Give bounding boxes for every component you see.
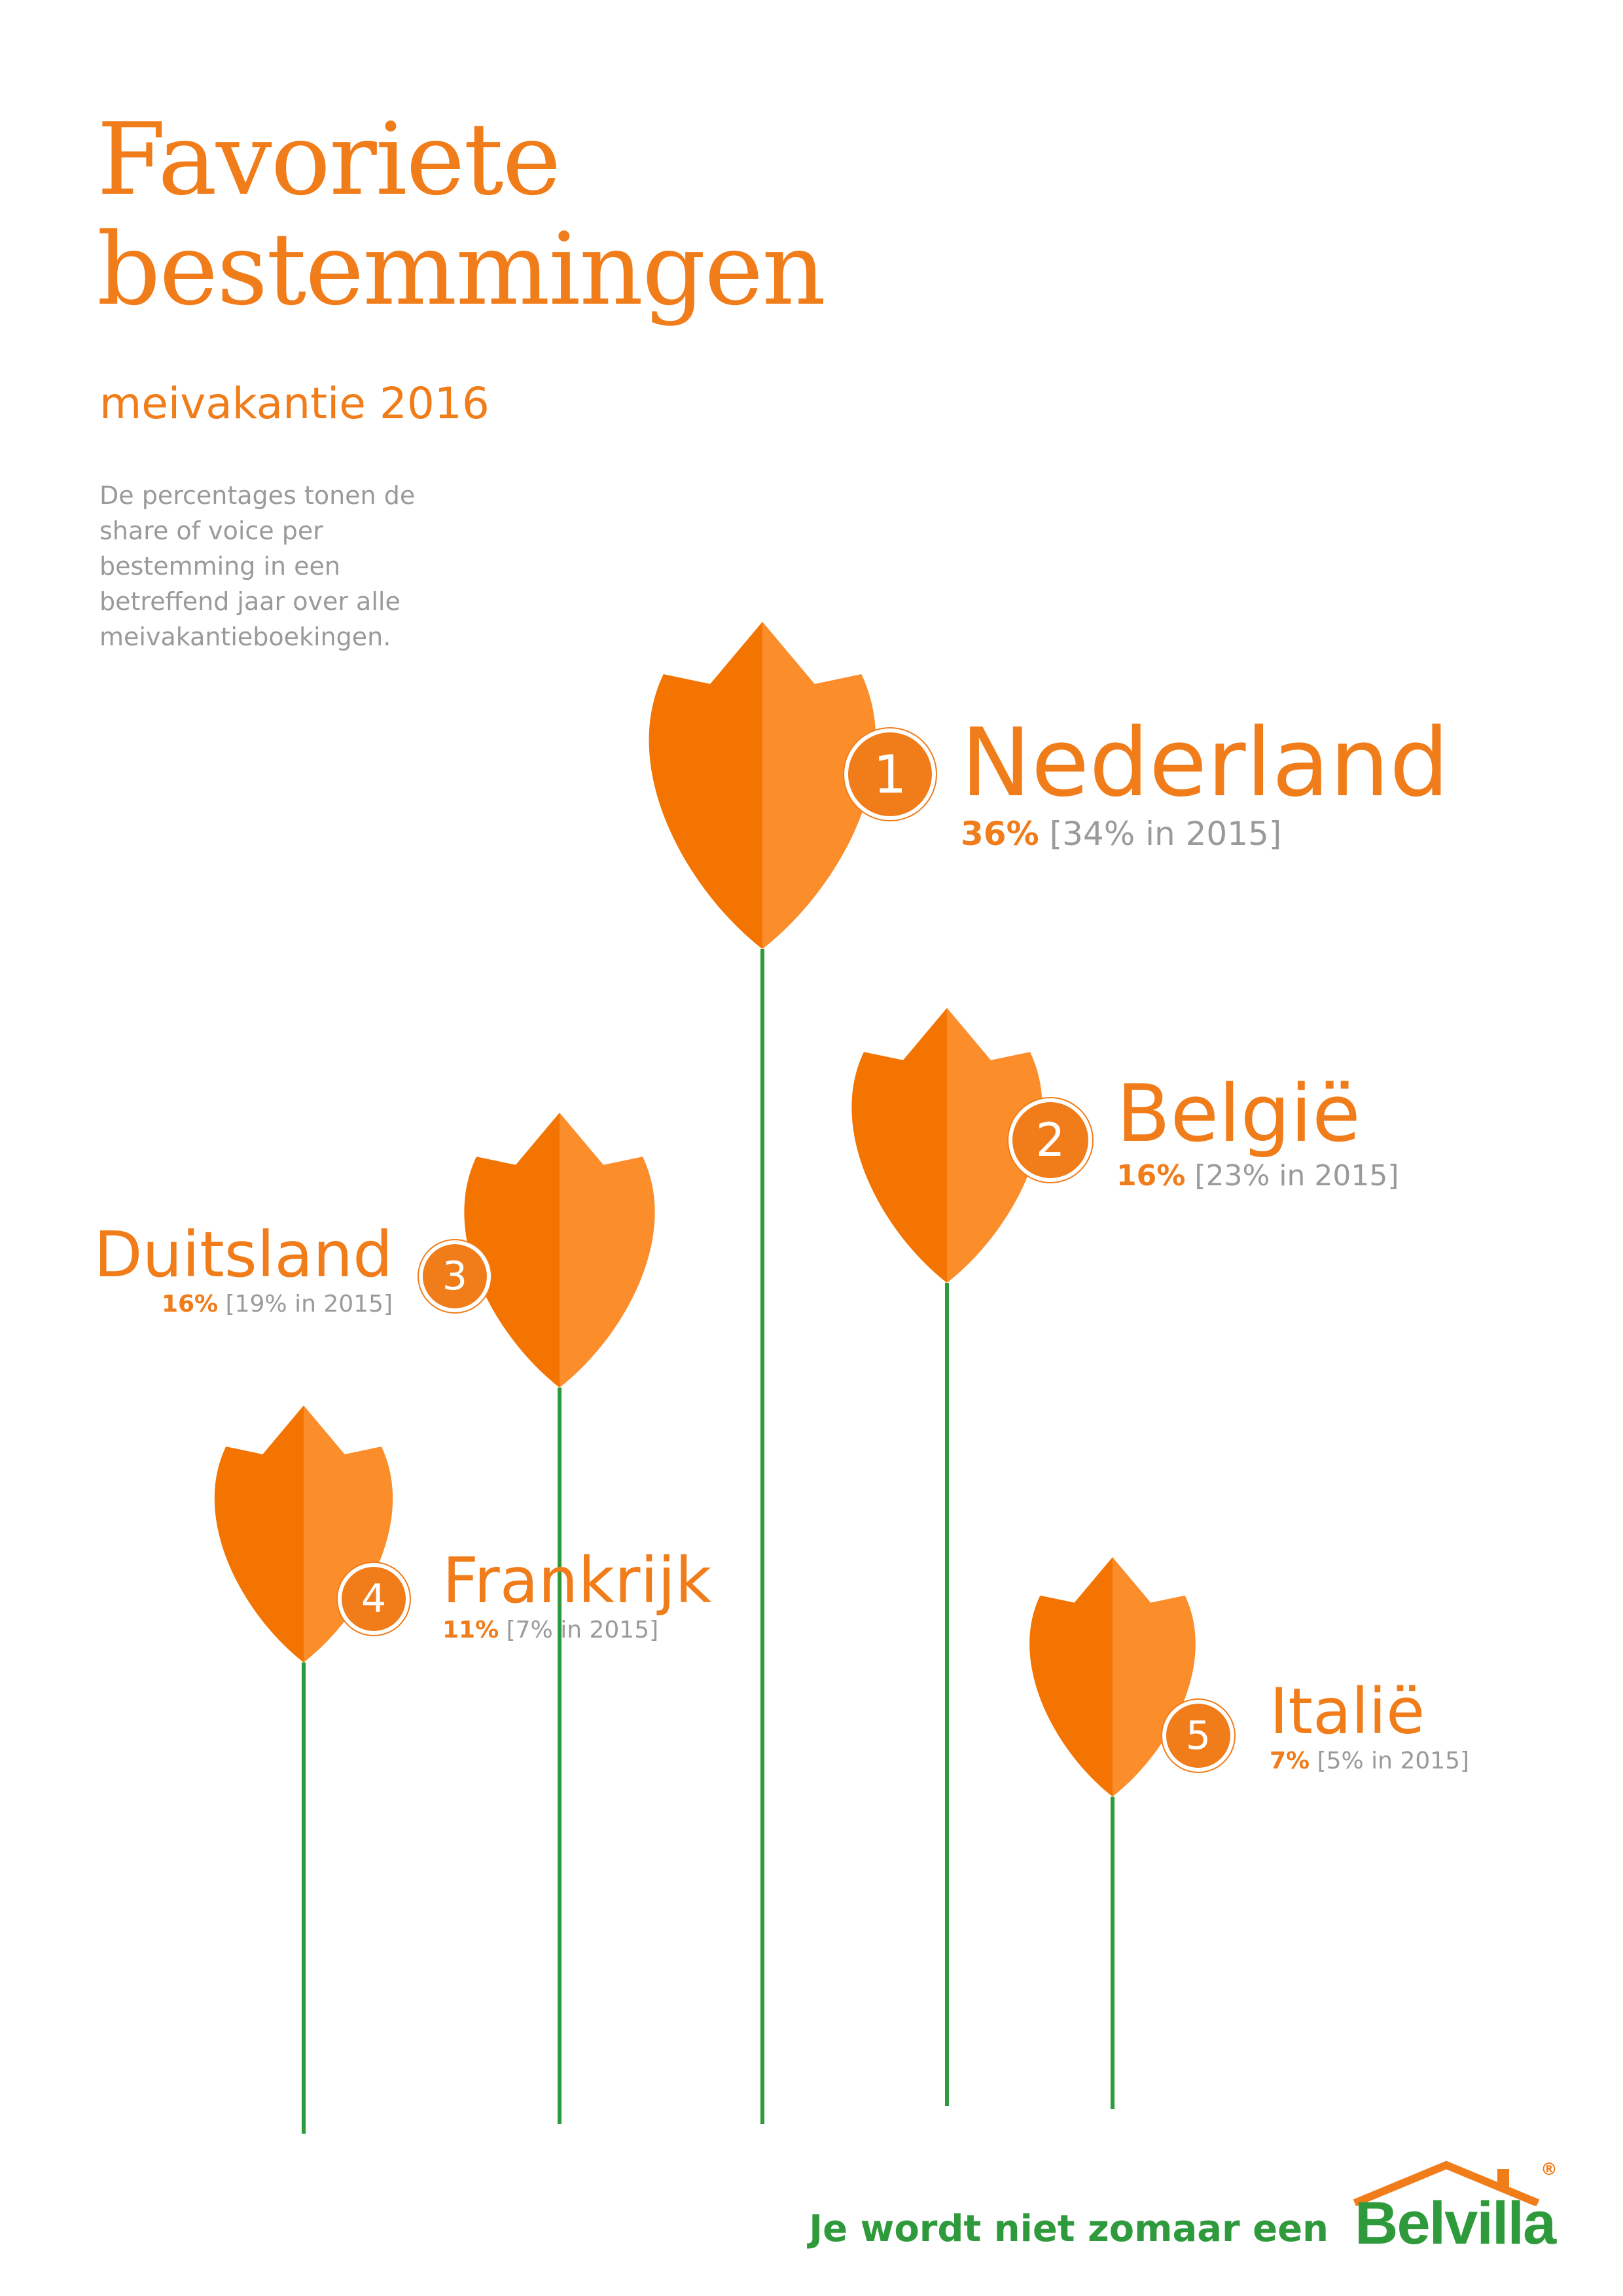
title-line-1: Favoriete <box>97 101 560 217</box>
belvilla-logo <box>1348 2160 1558 2258</box>
country-name-nederland: Nederland <box>961 708 1450 817</box>
rank-badge-1 <box>844 728 936 820</box>
share-2015-belgie: [23% in 2015] <box>1194 1159 1399 1193</box>
label-nederland <box>961 710 1449 853</box>
rank-badge-5 <box>1162 1700 1234 1772</box>
tulip-flower-right-duitsland <box>560 1113 655 1388</box>
rank-number-2: 2 <box>1035 1113 1065 1167</box>
rank-number-4: 4 <box>361 1576 387 1622</box>
label-belgie <box>1116 1070 1399 1193</box>
rank-number-3: 3 <box>442 1253 468 1299</box>
share-2015-duitsland: [19% in 2015] <box>225 1291 393 1318</box>
title-line-2: bestemmingen <box>97 211 825 327</box>
tulip-flower-left-itali <box>1029 1557 1113 1797</box>
country-name-duitsland: Duitsland <box>94 1218 393 1291</box>
share-2015-frankrijk: [7% in 2015] <box>506 1617 659 1643</box>
rank-badge-3 <box>419 1240 491 1312</box>
footer <box>809 2160 1558 2258</box>
label-duitsland <box>94 1219 393 1318</box>
label-frankrijk <box>442 1545 711 1643</box>
share-2015-italie: [5% in 2015] <box>1317 1748 1470 1774</box>
rank-number-1: 1 <box>873 744 907 805</box>
share-2015-nederland: [34% in 2015] <box>1049 815 1282 853</box>
share-2016-frankrijk: 11% <box>442 1617 499 1643</box>
brand-name: Belvilla <box>1355 2190 1556 2257</box>
tulip-flower-left-nederland <box>649 622 762 949</box>
share-2016-belgie: 16% <box>1116 1159 1186 1193</box>
rank-badge-4 <box>338 1563 410 1635</box>
tulip-flower-left-frankrijk <box>215 1405 304 1662</box>
registered-mark: ® <box>1541 2160 1558 2179</box>
page-title <box>97 101 825 327</box>
tagline: Je wordt niet zomaar een <box>809 2208 1329 2250</box>
country-name-frankrijk: Frankrijk <box>442 1544 712 1617</box>
label-italie <box>1270 1676 1469 1774</box>
share-2016-italie: 7% <box>1270 1748 1310 1774</box>
country-name-italie: Italië <box>1270 1675 1425 1748</box>
rank-badge-2 <box>1008 1098 1092 1182</box>
tulip-flower-left-belgi <box>851 1008 947 1283</box>
country-name-belgie: België <box>1116 1069 1361 1160</box>
share-2016-duitsland: 16% <box>161 1291 219 1318</box>
rank-number-5: 5 <box>1185 1713 1211 1759</box>
share-2016-nederland: 36% <box>961 815 1039 853</box>
description-text: De percentages tonen de share of voice per bestemming in een betreffend jaar over alle meivakantieboekingen. <box>99 481 416 651</box>
page-subtitle: meivakantie 2016 <box>99 378 490 429</box>
